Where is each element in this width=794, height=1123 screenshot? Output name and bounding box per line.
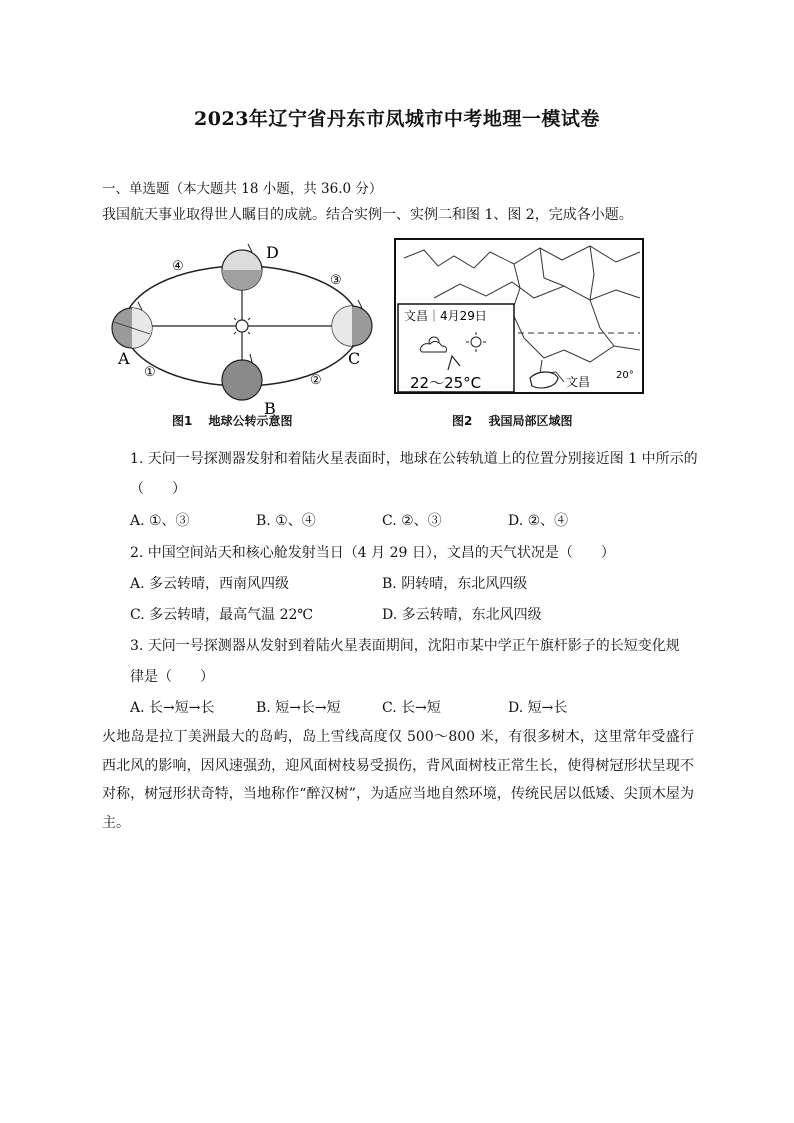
label-b: B bbox=[264, 399, 276, 418]
question-2-option-b[interactable]: B. 阴转晴，东北风四级 bbox=[382, 576, 528, 592]
question-2-stem: 2. 中国空间站天和核心舱发射当日（4 月 29 日），文昌的天气状况是（ ） bbox=[130, 545, 615, 561]
earth-position-c bbox=[332, 300, 372, 346]
figure2-caption: 图2 我国局部区域图 bbox=[452, 414, 573, 428]
question-3-option-b[interactable]: B. 短→长→短 bbox=[256, 700, 341, 716]
temperature-label: 22～25°C bbox=[410, 374, 482, 392]
figure-earth-revolution bbox=[108, 238, 388, 428]
section-heading: 一、单选题（本大题共 18 小题，共 36.0 分） bbox=[102, 181, 383, 197]
question-2-option-c[interactable]: C. 多云转晴，最高气温 22℃ bbox=[130, 607, 314, 623]
marker-4: ④ bbox=[172, 259, 184, 274]
question-1-stem: 1. 天问一号探测器发射和着陆火星表面时，地球在公转轨道上的位置分别接近图 1 中所示的 bbox=[130, 451, 698, 467]
earth-orbit-diagram bbox=[108, 238, 388, 428]
question-3-option-a[interactable]: A. 长→短→长 bbox=[130, 700, 215, 716]
question-1-option-b[interactable]: B. ①、④ bbox=[256, 513, 316, 529]
marker-3: ③ bbox=[330, 273, 342, 288]
question-1-option-c[interactable]: C. ②、③ bbox=[382, 513, 442, 529]
marker-1: ① bbox=[144, 365, 156, 380]
passage-paragraph: 火地岛是拉丁美洲最大的岛屿，岛上雪线高度仅 500～800 米，有很多树木，这里常年受盛行西北风的影响，因风速强劲，迎风面树枝易受损伤，背风面树枝正常生长，使得树冠形状呈现不对称，树冠形状奇特，当地称作“醉汉树”，为适应当地自然环境，传统民居以低矮、尖顶木屋为主。 bbox=[102, 729, 694, 831]
earth-position-a bbox=[112, 302, 152, 348]
latitude-label: 20° bbox=[616, 370, 634, 381]
label-d: D bbox=[266, 243, 279, 262]
question-1-stem-cont: （ ） bbox=[130, 481, 186, 497]
question-3-option-c[interactable]: C. 长→短 bbox=[382, 700, 441, 716]
page-title: 2023年辽宁省丹东市凤城市中考地理一模试卷 bbox=[194, 108, 600, 130]
earth-position-b bbox=[222, 354, 262, 400]
regional-map bbox=[394, 238, 644, 410]
place-label: 文昌 bbox=[566, 375, 591, 389]
question-3-stem-cont: 律是（ ） bbox=[130, 669, 214, 685]
marker-2: ② bbox=[310, 373, 322, 388]
question-3-option-d[interactable]: D. 短→长 bbox=[508, 700, 568, 716]
weather-title: 文昌｜4月29日 bbox=[404, 309, 487, 323]
label-a: A bbox=[118, 349, 130, 368]
figure1-caption: 图1 地球公转示意图 bbox=[172, 414, 293, 428]
figure-regional-map bbox=[394, 238, 644, 428]
question-1-option-a[interactable]: A. ①、③ bbox=[130, 513, 190, 529]
question-1-option-d[interactable]: D. ②、④ bbox=[508, 513, 569, 529]
question-3-stem: 3. 天问一号探测器从发射到着陆火星表面期间，沈阳市某中学正午旗杆影子的长短变化规 bbox=[130, 638, 680, 654]
intro-paragraph: 我国航天事业取得世人瞩目的成就。结合实例一、实例二和图 1、图 2，完成各小题。 bbox=[102, 207, 633, 223]
question-2-option-a[interactable]: A. 多云转晴，西南风四级 bbox=[130, 576, 290, 592]
earth-position-d bbox=[222, 244, 262, 290]
label-c: C bbox=[348, 349, 361, 368]
question-2-option-d[interactable]: D. 多云转晴，东北风四级 bbox=[382, 607, 542, 623]
